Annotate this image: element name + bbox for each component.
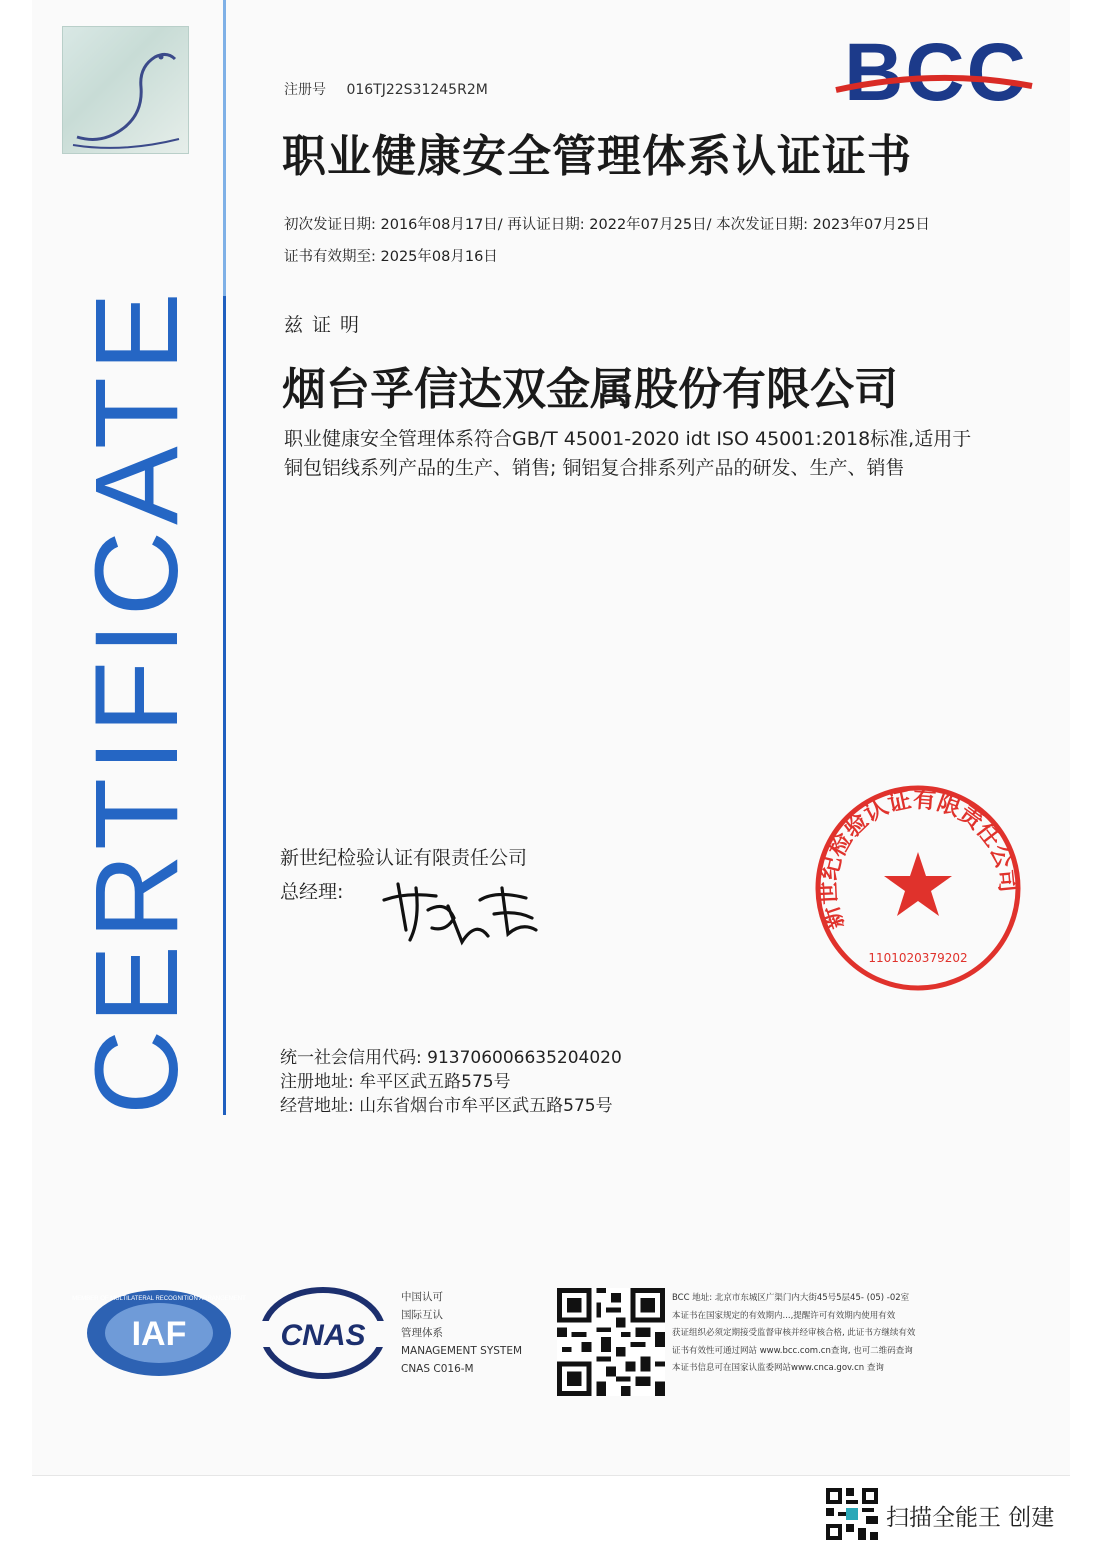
credit-code: 统一社会信用代码: 913706006635204020 <box>280 1048 622 1068</box>
signature-icon <box>376 870 546 955</box>
seal-number: 1101020379202 <box>868 951 968 965</box>
hologram-emblem-icon <box>62 26 189 154</box>
qr-info-line: 证书有效性可通过网站 www.bcc.com.cn查询, 也可二维码查询 <box>672 1345 913 1356</box>
registration-number <box>284 79 488 99</box>
company-name: 烟台孚信达双金属股份有限公司 <box>282 364 898 415</box>
scanner-watermark-text: 扫描全能王 创建 <box>886 1505 1055 1531</box>
vertical-certificate-word: CERTIFICATE <box>71 286 203 1115</box>
issuer-name: 新世纪检验认证有限责任公司 <box>280 847 528 869</box>
reg-no-value: 016TJ22S31245R2M <box>346 82 488 98</box>
qr-info-line: 本证书在国家规定的有效期内...,提醒许可有效期内使用有效 <box>672 1310 896 1321</box>
qr-code-icon[interactable] <box>556 1288 666 1396</box>
certificate-title: 职业健康安全管理体系认证证书 <box>282 131 912 182</box>
cnas-line: 中国认可 <box>401 1291 443 1303</box>
cnas-logo-icon <box>260 1287 386 1379</box>
cnas-accreditation-text <box>401 1288 522 1378</box>
cnas-line: CNAS C016-M <box>401 1363 474 1375</box>
attest-heading: 兹证明 <box>284 314 369 336</box>
scope-line: 铜包铝线系列产品的生产、销售; 铜铝复合排系列产品的研发、生产、销售 <box>284 457 905 479</box>
svg-text:BCC: BCC <box>844 27 1028 118</box>
iaf-logo-icon <box>72 1287 246 1379</box>
registered-address: 注册地址: 牟平区武五路575号 <box>280 1072 511 1092</box>
cnas-line: MANAGEMENT SYSTEM <box>401 1345 523 1357</box>
seal-text: 新世纪检验认证有限责任公司 <box>814 785 1022 933</box>
validity-date: 证书有效期至: 2025年08月16日 <box>284 249 498 265</box>
cnas-line: 国际互认 <box>401 1309 443 1321</box>
iaf-ring-text: MEMBER OF MULTILATERAL RECOGNITION ARRANGEMENT <box>72 1296 246 1302</box>
issue-dates: 初次发证日期: 2016年08月17日/ 再认证日期: 2022年07月25日/ 本次发证日期: 2023年07月25日 <box>284 217 930 233</box>
operating-address: 经营地址: 山东省烟台市牟平区武五路575号 <box>280 1096 613 1116</box>
iaf-text: IAF <box>131 1315 187 1353</box>
cnas-text: CNAS <box>280 1319 366 1352</box>
light-blue-divider <box>223 0 226 296</box>
scanner-qr-icon <box>826 1488 878 1540</box>
general-manager-label: 总经理: <box>280 881 344 903</box>
reg-no-label: 注册号 <box>284 82 326 98</box>
bcc-logo-icon <box>836 27 1036 118</box>
scope-line: 职业健康安全管理体系符合GB/T 45001-2020 idt ISO 45001:2018标准,适用于 <box>284 428 972 450</box>
company-seal-icon <box>812 782 1024 994</box>
qr-info-line: BCC 地址: 北京市东城区广渠门内大街45号5层45- (05) -02室 <box>672 1293 910 1303</box>
cnas-line: 管理体系 <box>401 1327 443 1339</box>
qr-info-line: 获证组织必须定期接受监督审核并经审核合格, 此证书方继续有效 <box>672 1328 916 1338</box>
certification-scope <box>284 425 1014 483</box>
qr-info-line: 本证书信息可在国家认监委网站www.cnca.gov.cn 查询 <box>672 1363 884 1373</box>
qr-info-text <box>672 1290 915 1378</box>
